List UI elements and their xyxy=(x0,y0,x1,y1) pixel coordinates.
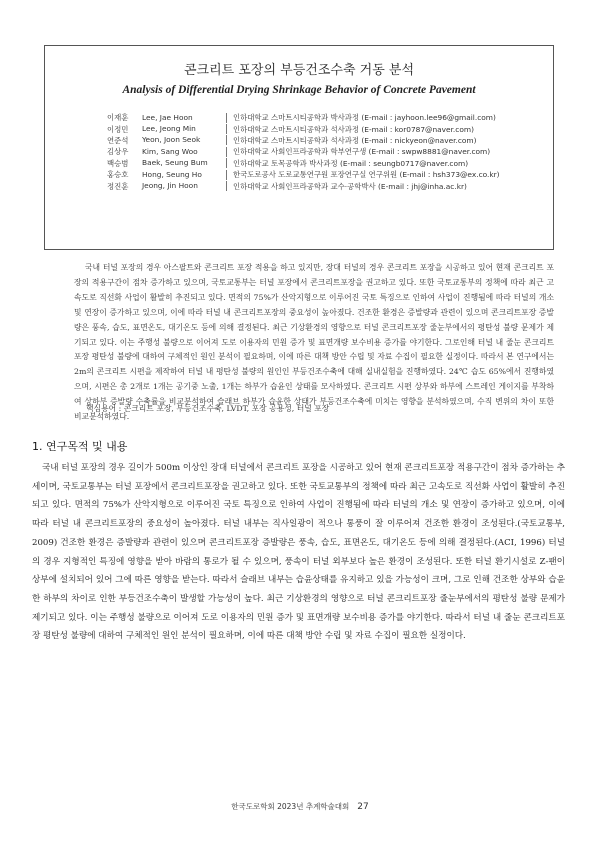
keywords: 핵심용어 : 콘크리트 포장, 부등건조수축, LVDT, 포장 공용성, 터널 포장 xyxy=(86,404,330,413)
author-row xyxy=(107,135,537,146)
author-name-korean: 김상우 xyxy=(107,147,129,157)
section-heading: 1. 연구목적 및 내용 xyxy=(32,440,128,453)
title-box xyxy=(44,45,554,250)
author-affiliation: 인하대학교 스마트시티공학과 석사과정 (E-mail : kor0787@naver.com) xyxy=(233,124,474,134)
author-name-english: Jeong, Jin Hoon xyxy=(142,181,227,191)
author-name-english: Kim, Sang Woo xyxy=(142,147,227,157)
author-row xyxy=(107,146,537,157)
author-name-english: Hong, Seung Ho xyxy=(142,170,227,180)
author-name-english: Lee, Jeong Min xyxy=(142,124,227,134)
conference-name: 한국도로학회 2023년 추계학술대회 xyxy=(231,802,350,811)
author-name-korean: 이재훈 xyxy=(107,113,129,123)
author-affiliation: 한국도로공사 도로교통연구원 포장연구실 연구위원 (E-mail : hsh373@ex.co.kr) xyxy=(233,170,500,180)
author-name-korean: 정진훈 xyxy=(107,181,129,191)
author-name-korean: 연준석 xyxy=(107,135,129,145)
section-body xyxy=(32,459,565,646)
author-name-english: Baek, Seung Bum xyxy=(142,158,227,168)
author-row xyxy=(107,158,537,169)
author-row xyxy=(107,180,537,191)
author-row xyxy=(107,169,537,180)
page-footer xyxy=(0,801,600,812)
paper-title-english: Analysis of Differential Drying Shrinkage Behavior of Concrete Pavement xyxy=(122,84,476,96)
author-affiliation: 인하대학교 토목공학과 박사과정 (E-mail : seungb0717@naver.com) xyxy=(233,158,469,168)
author-row xyxy=(107,112,537,123)
author-list xyxy=(107,112,537,192)
author-affiliation: 인하대학교 사회인프라공학과 교수·공학박사 (E-mail : jhj@inha.ac.kr) xyxy=(233,181,467,191)
author-affiliation: 인하대학교 스마트시티공학과 박사과정 (E-mail : jayhoon.lee96@gmail.com) xyxy=(233,113,496,123)
author-name-korean: 홍승호 xyxy=(107,170,129,180)
paper-title-korean: 콘크리트 포장의 부등건조수축 거동 분석 xyxy=(183,63,414,78)
abstract xyxy=(74,261,554,425)
author-name-korean: 백승범 xyxy=(107,158,129,168)
author-name-english: Lee, Jae Hoon xyxy=(142,113,227,123)
abstract-text: 국내 터널 포장의 경우 아스팔트와 콘크리트 포장 적용을 하고 있지만, 장대 터널의 경우 콘크리트 포장을 시공하고 있어 현재 콘크리트 포장의 적용구간이 점차 증가하고 있으며, 국토교통부는 터널 포장에서 콘크리트포장을 권고하고 있다. 또한 국토교통부의 정책에 따라 최근 고속도로 직선화 사업이 활발히 추진되고 있다. 면적의 75%가 산악지형으로 이루어진 국토 특징으로 인하여 사업이 진행됨에 따라 터널의 개소 및 연장이 증가하고 있으며, 이에 따라 터널 내 콘크리트포장의 중요성이 높아졌다. 건조한 환경은 증발량과 관련이 있으며 콘크리트포장 증발량은 풍속, 습도, 표면온도, 대기온도 등에 의해 결정된다. 최근 기상환경의 영향으로 터널 콘크리트포장 줄눈부에서의 평탄성 불량 문제가 제기되고 있다. 이는 주행성 불량으로 이어져 도로 이용자의 민원 증가 및 표면개량 보수비용 증가를 야기한다. 그로인해 터널 내 줄눈 콘크리트포장 평탄성 불량에 대하여 구체적인 원인 분석이 필요하며, 이에 따른 대책 방안 수립 및 자료 수집이 필요한 실정이다. 따라서 본 연구에서는 2m의 콘크리트 시편을 제작하여 터널 내 평탄성 불량의 원인인 부등건조수축에 대해 실내실험을 진행하였다. 24℃ 습도 65%에서 진행하였으며, 시편은 총 2개로 1개는 공기중 노출, 1개는 하부가 습윤인 상태를 모사하였다. 콘크리트 시편 상부와 하부에 스트레인 게이지를 부착하여 상하부 증발량 수축률을 비교분석하여 슬래브 하부가 습윤한 상태가 부등건조수축에 미치는 영향을 분석하였으며, 수직 변위의 차이 또한 비교분석하였다. xyxy=(74,263,554,422)
section-paragraph: 국내 터널 포장의 경우 길이가 500m 이상인 장대 터널에서 콘크리트 포장을 시공하고 있어 현재 콘크리트포장 적용구간이 점차 증가하는 추세이며, 국토교통부는 터널 포장에서 콘크리트포장을 권고하고 있다. 또한 국토교통부의 정책에 따라 최근 고속도로 직선화 사업이 활발히 추진되고 있다. 면적의 75%가 산악지형으로 이루어진 국토 특징으로 인하여 사업이 진행됨에 따라 터널의 개소 및 연장이 증가하고 있으며, 이에 따라 터널 내 콘크리트포장의 중요성이 높아졌다. 터널 내부는 직사일광이 적으나 통풍이 잘 이루어져 건조한 환경이 조성된다.(국토교통부, 2009) 건조한 환경은 증발량과 관련이 있으며 콘크리트포장 증발량은 풍속, 습도, 표면온도, 대기온도 등에 의해 결정된다.(ACI, 1996) 터널의 경우 지형적인 특징에 영향을 받아 바람의 통로가 될 수 있으며, 풍속이 터널 외부보다 높은 환경이 조성된다. 또한 터널 환기시설로 Z-팬이 상부에 설치되어 있어 그에 따른 영향을 받는다. 따라서 슬래브 내부는 습윤상태를 유지하고 있을 가능성이 크며, 그로 인해 건조한 상부와 습윤한 하부의 차이로 인한 부등건조수축이 발생할 가능성이 높다. 최근 기상환경의 영향으로 터널 콘크리트포장 줄눈부에서의 평탄성 불량 문제가 제기되고 있다. 이는 주행성 불량으로 이어져 도로 이용자의 민원 증가 및 표면개량 보수비용 증가를 야기한다. 따라서 터널 내 줄눈 콘크리트포장 평탄성 불량에 대하여 구체적인 원인 분석이 필요하며, 이에 따른 대책 방안 수립 및 자료 수집이 필요한 실정이다. xyxy=(32,463,565,642)
author-row xyxy=(107,123,537,134)
author-affiliation: 인하대학교 사회인프라공학과 학부연구생 (E-mail : swpw8881@naver.com) xyxy=(233,147,491,157)
author-name-korean: 이정민 xyxy=(107,124,129,134)
author-affiliation: 인하대학교 스마트시티공학과 석사과정 (E-mail : nickyeon@naver.com) xyxy=(233,135,477,145)
author-name-english: Yeon, Joon Seok xyxy=(142,135,227,145)
page-number: 27 xyxy=(357,802,369,812)
